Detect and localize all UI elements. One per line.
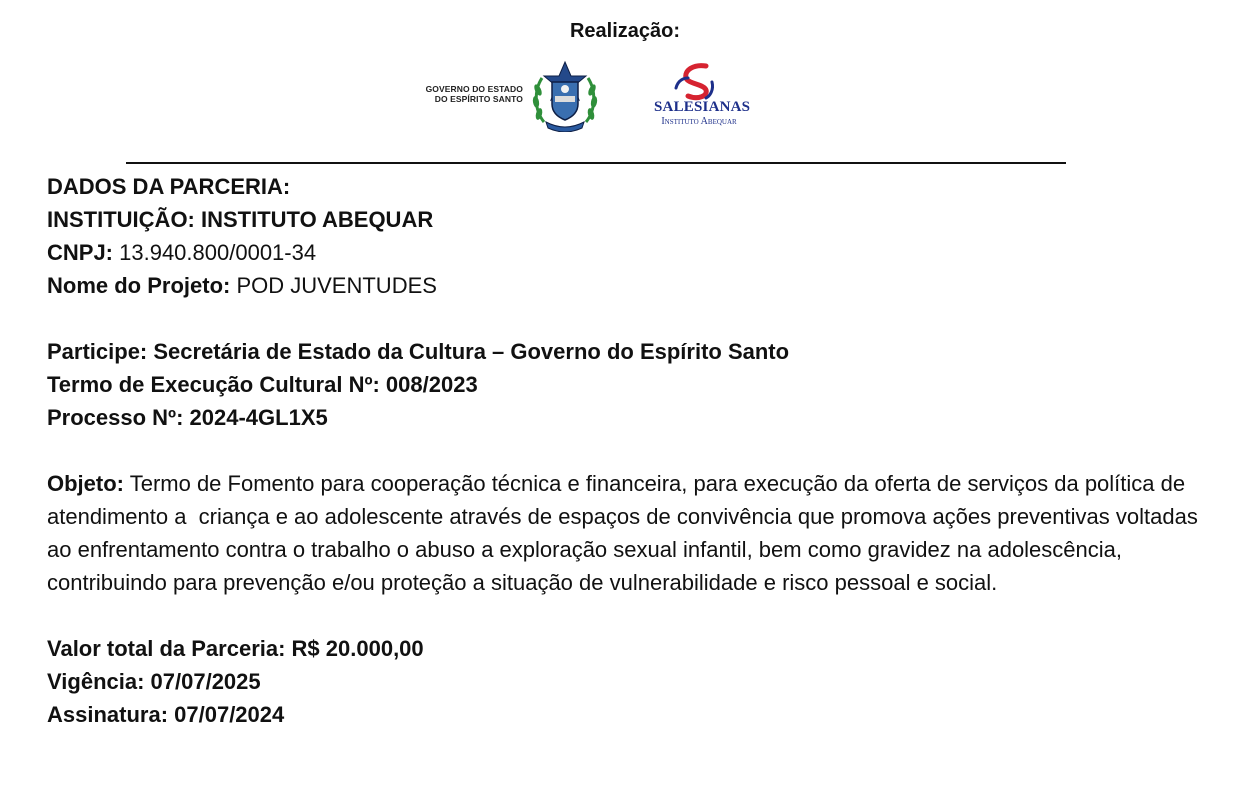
parceria-heading: DADOS DA PARCERIA: xyxy=(47,174,291,199)
objeto-label: Objeto: xyxy=(47,471,124,496)
assinatura-line: Assinatura: 07/07/2024 xyxy=(47,702,285,727)
participe-line: Participe: Secretária de Estado da Cultura – Governo do Espírito Santo xyxy=(47,339,790,364)
document-body xyxy=(47,170,1212,731)
instituicao-line: INSTITUIÇÃO: INSTITUTO ABEQUAR xyxy=(47,207,434,232)
cnpj-line xyxy=(47,236,1212,269)
sponsor-logos xyxy=(420,60,760,135)
objeto-text: Termo de Fomento para cooperação técnica e financeira, para execução da oferta de serviços da política de atendimento a criança e ao adolescente através de espaços de convivência que promova ações preventivas voltadas ao enfrentamento contra o trabalho o abuso a exploração sexual infantil, bem como gravidez na adolescência, contribuindo para prevenção e/ou proteção a situação de vulnerabilidade e risco pessoal e social. xyxy=(47,471,1204,595)
cnpj-value: 13.940.800/0001-34 xyxy=(113,240,317,265)
termo-execucao-line: Termo de Execução Cultural Nº: 008/2023 xyxy=(47,372,478,397)
vigencia-line: Vigência: 07/07/2025 xyxy=(47,669,261,694)
gov-es-line2: DO ESPÍRITO SANTO xyxy=(434,94,523,104)
espirito-santo-crest-icon xyxy=(530,60,600,132)
salesianas-subtitle: Instituto Abequar xyxy=(661,116,737,127)
salesianas-name: SALESIANAS xyxy=(654,99,751,115)
gov-es-line1: GOVERNO DO ESTADO xyxy=(425,84,523,94)
gov-es-wordmark xyxy=(423,84,523,104)
objeto-paragraph xyxy=(47,467,1212,599)
cnpj-label: CNPJ: xyxy=(47,240,114,265)
realizacao-label: Realização: xyxy=(569,20,681,42)
header-divider xyxy=(126,162,1066,164)
projeto-value: POD JUVENTUDES xyxy=(230,273,437,298)
projeto-line xyxy=(47,269,1212,302)
valor-total-line: Valor total da Parceria: R$ 20.000,00 xyxy=(47,636,424,661)
processo-line: Processo Nº: 2024-4GL1X5 xyxy=(47,405,328,430)
projeto-label: Nome do Projeto: xyxy=(47,273,231,298)
